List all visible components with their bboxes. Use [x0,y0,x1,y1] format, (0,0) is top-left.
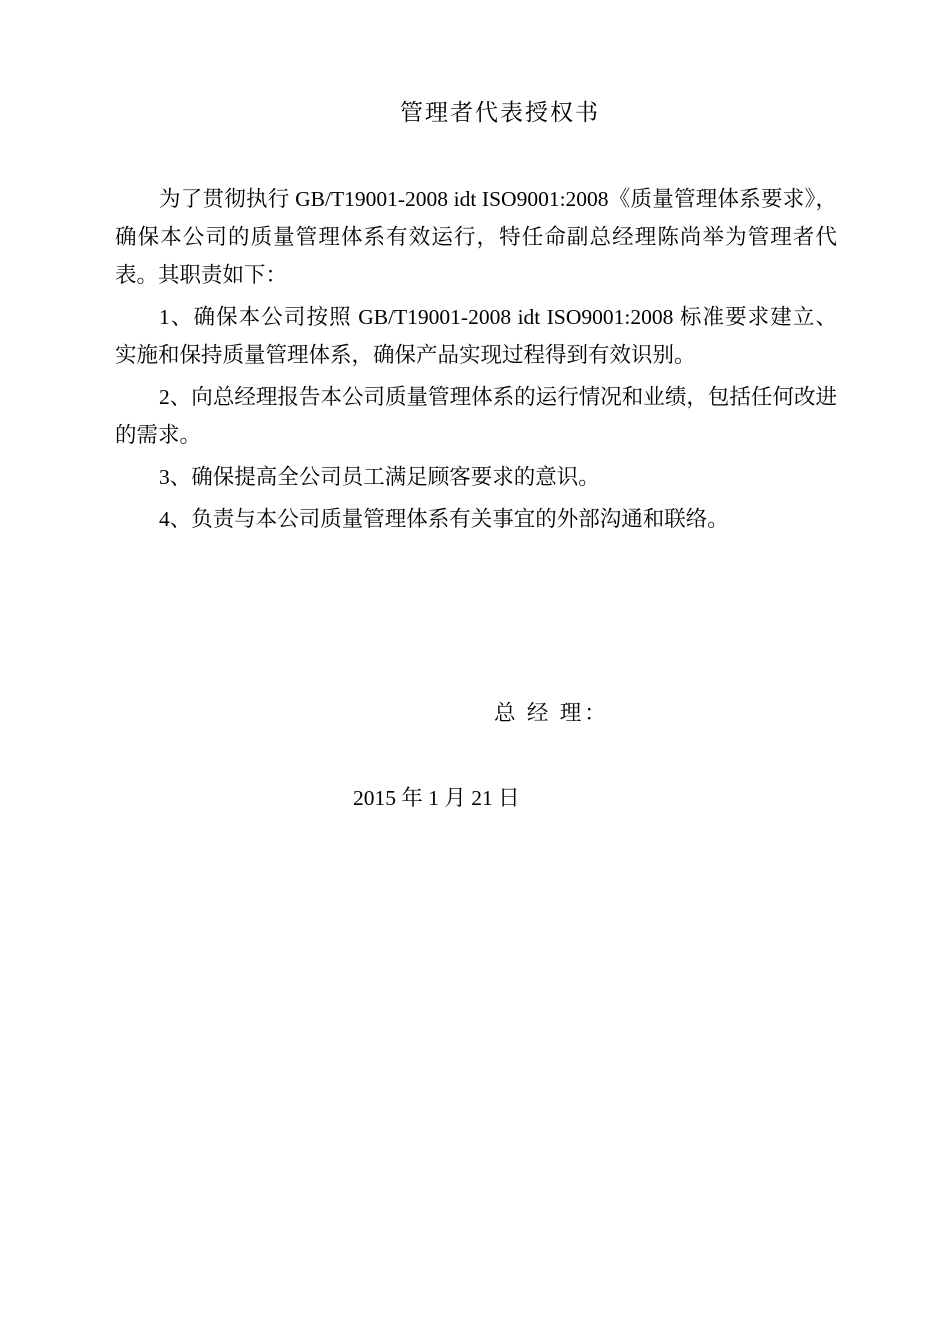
duty-item-1: 1、确保本公司按照 GB/T19001-2008 idt ISO9001:2008 标准要求建立、实施和保持质量管理体系，确保产品实现过程得到有效识别。 [115,305,837,367]
document-body [115,180,837,542]
intro-paragraph: 为了贯彻执行 GB/T19001-2008 idt ISO9001:2008《质量管理体系要求》，确保本公司的质量管理体系有效运行，特任命副总经理陈尚举为管理者代表。其职责如下： [115,187,837,287]
signer-label: 总 经 理： [494,701,609,725]
duty-item-4: 4、负责与本公司质量管理体系有关事宜的外部沟通和联络。 [159,507,729,531]
document-title: 管理者代表授权书 [400,100,600,126]
duty-item-3: 3、确保提高全公司员工满足顾客要求的意识。 [159,465,600,489]
document-date: 2015 年 1 月 21 日 [353,786,520,810]
duty-item-2: 2、向总经理报告本公司质量管理体系的运行情况和业绩，包括任何改进的需求。 [115,385,837,447]
